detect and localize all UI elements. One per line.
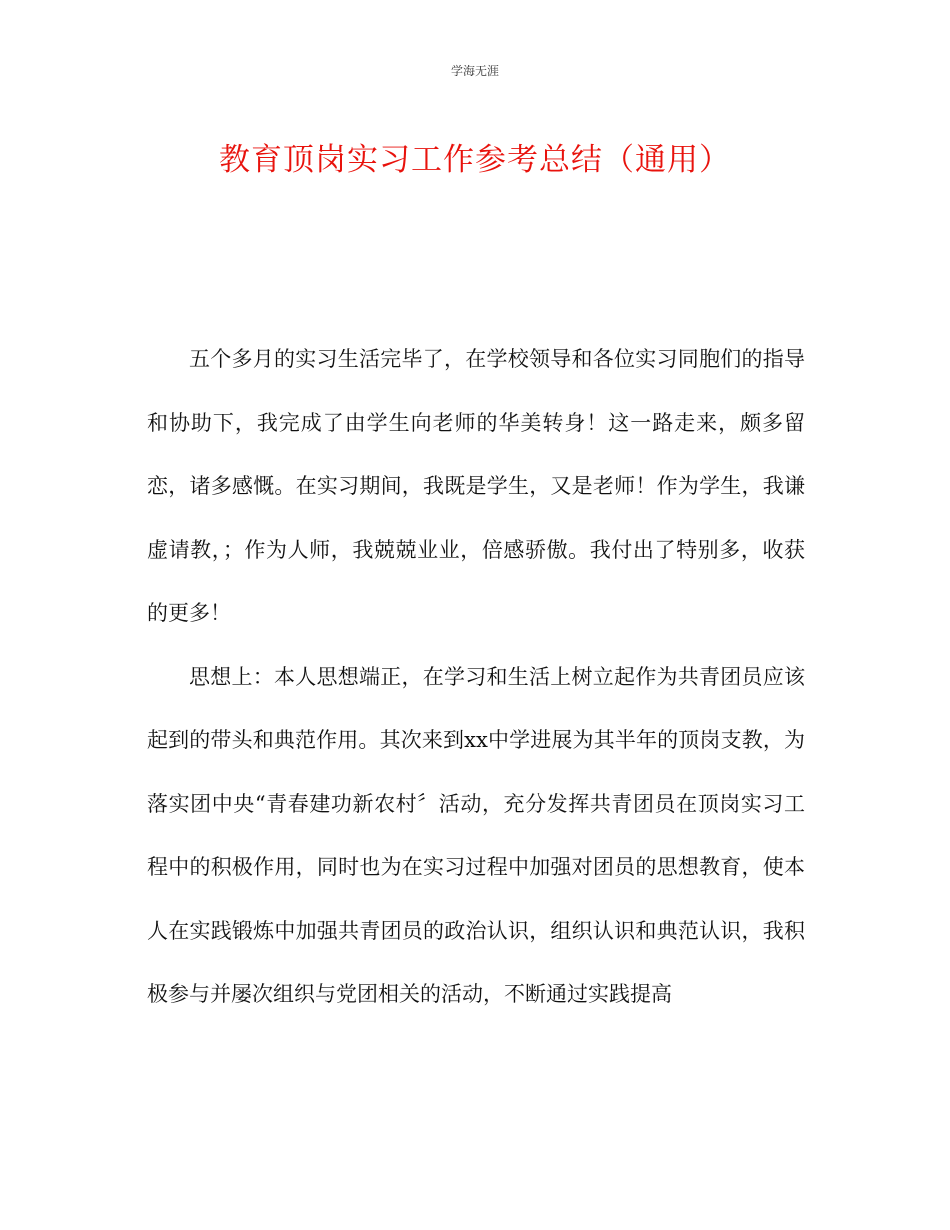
- paragraph-1: 五个多月的实习生活完毕了，在学校领导和各位实习同胞们的指导和协助下，我完成了由学生向老师的华美转身！这一路走来，颇多留恋，诸多感慨。在实习期间，我既是学生，又是老师！作为学生，我谦虚请教，；作为人师，我兢兢业业，倍感骄傲。我付出了特别多，收获的更多！: [147, 347, 805, 625]
- page-header: 学海无涯: [450, 64, 499, 78]
- paragraph-2: 思想上：本人思想端正，在学习和生活上树立起作为共青团员应该起到的带头和典范作用。其次来到xx中学进展为其半年的顶岗支教，为落实团中央“青春建功新农村〞活动，充分发挥共青团员在顶岗实习工程中的积极作用，同时也为在实习过程中加强对团员的思想教育，使本人在实践锻炼中加强共青团员的政治认识，组织认识和典范认识，我积极参与并屡次组织与党团相关的活动，不断通过实践提高: [147, 664, 805, 1006]
- document-title: 教育顶岗实习工作参考总结（通用）: [219, 142, 731, 178]
- document-body: [147, 328, 805, 1027]
